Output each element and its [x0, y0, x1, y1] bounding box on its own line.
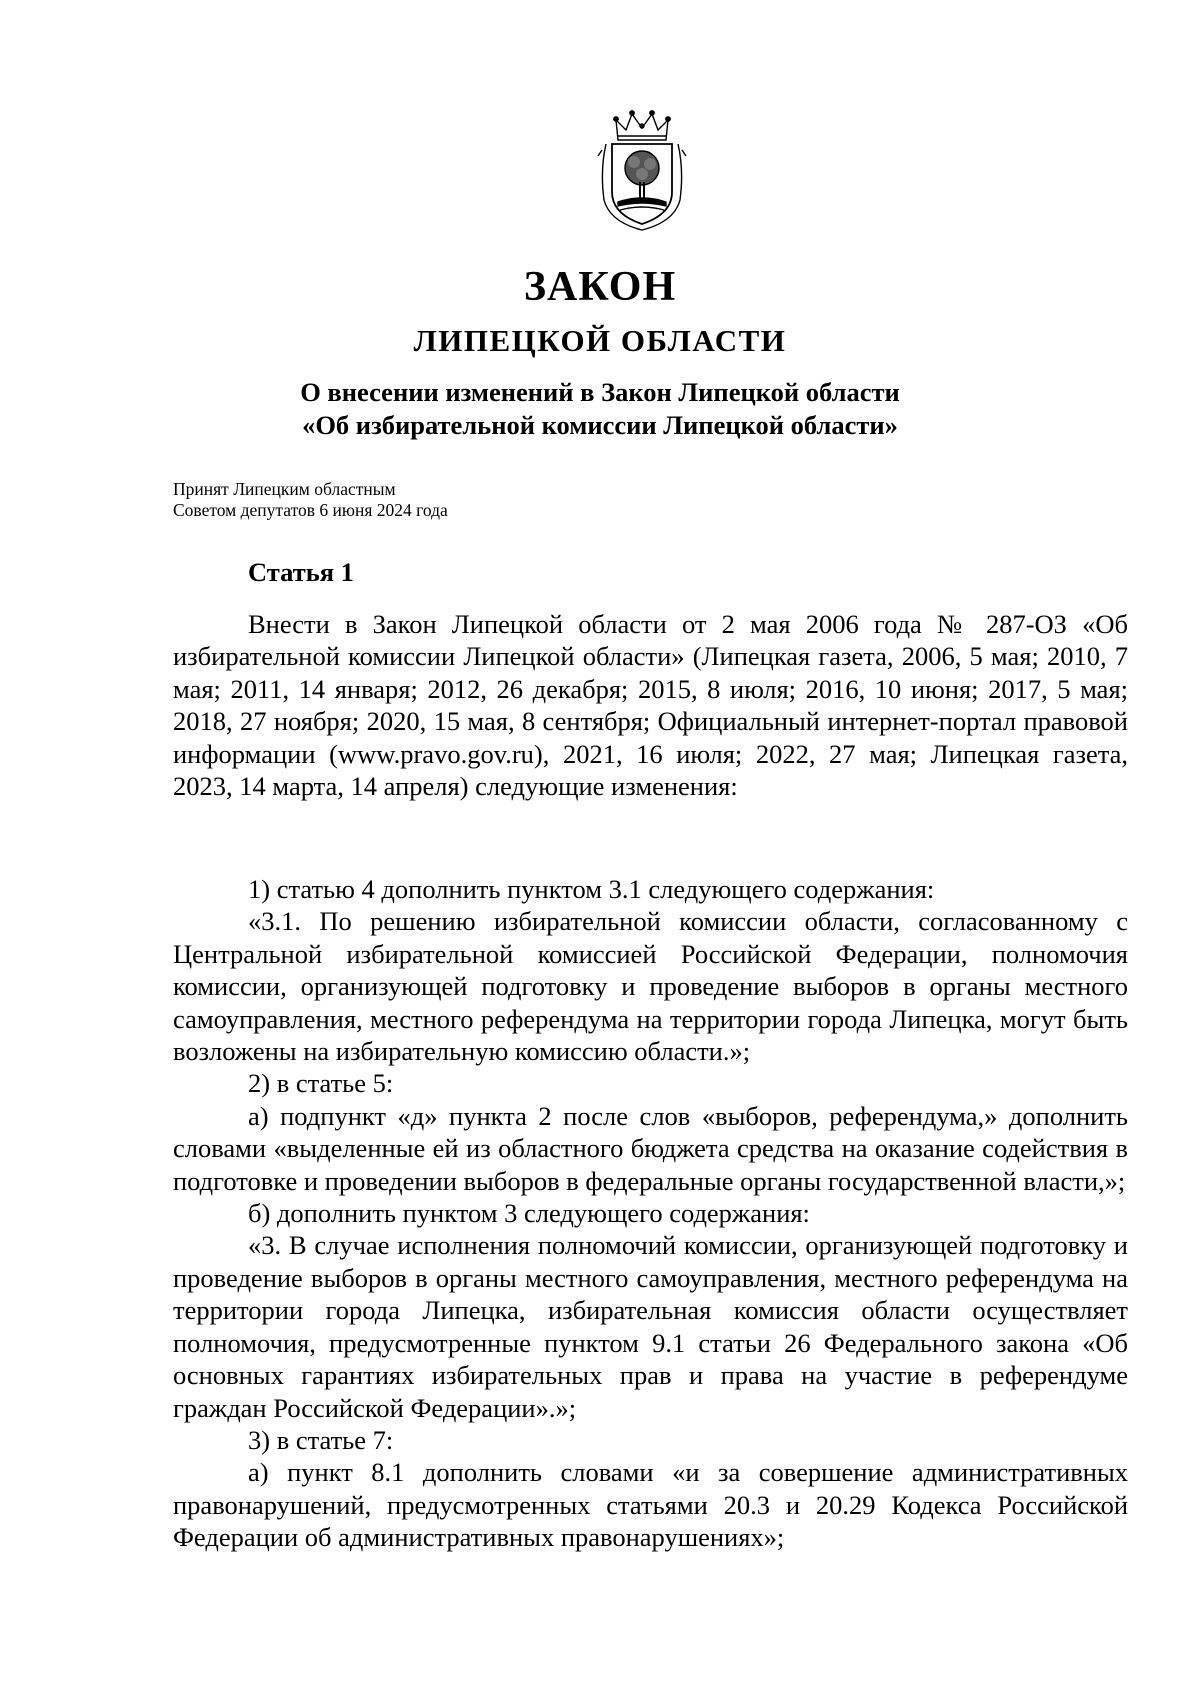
coat-of-arms-icon [596, 110, 688, 232]
subtitle-line-2: «Об избирательной комиссии Липецкой области» [302, 410, 898, 440]
amendment-paragraph: «3. В случае исполнения полномочий комиссии, организующей подготовку и проведение выборов в органы местного самоуправления, местного референдума на территории города Липецка, избирательная комиссия области осуществляет полномочия, предусмотренные пунктом 9.1 статьи 26 Федерального закона «Об основных гарантиях избирательных прав и права на участие в референдуме граждан Российской Федерации».»; [173, 1230, 1128, 1423]
article-amendments [173, 873, 1128, 1554]
coat-of-arms-emblem [596, 110, 688, 232]
amendment-paragraph: «3.1. По решению избирательной комиссии области, согласованному с Центральной избирательной комиссией Российской Федерации, полномочия комиссии, организующей подготовку и проведение выборов в органы местного самоуправления, местного референдума на территории города Липецка, могут быть возложены на избирательную комиссию области.»; [173, 906, 1128, 1067]
adoption-note [173, 479, 448, 521]
intro-paragraph: Внести в Закон Липецкой области от 2 мая 2006 года № 287-ОЗ «Об избирательной комиссии Липецкой области» (Липецкая газета, 2006, 5 мая; 2010, 7 мая; 2011, 14 января; 2012, 26 декабря; 2015, 8 июля; 2016, 10 июня; 2017, 5 мая; 2018, 27 ноября; 2020, 15 мая, 8 сентября; Официальный интернет-портал правовой информации (www.pravo.gov.ru), 2021, 16 июля; 2022, 27 мая; Липецкая газета, 2023, 14 марта, 14 апреля) следующие изменения: [173, 609, 1128, 802]
subtitle-line-1: О внесении изменений в Закон Липецкой области [300, 377, 900, 407]
document-title: ЗАКОН [523, 264, 677, 310]
amendment-paragraph: 1) статью 4 дополнить пунктом 3.1 следующего содержания: [248, 874, 935, 904]
article-title: Статья 1 [248, 557, 354, 587]
amendment-paragraph: а) пункт 8.1 дополнить словами «и за совершение административных правонарушений, предусмотренных статьями 20.3 и 20.29 Кодекса Российской Федерации об административных правонарушениях»; [173, 1457, 1128, 1553]
article-intro [173, 608, 1128, 802]
amendment-paragraph: 3) в статье 7: [248, 1424, 394, 1455]
document-subtitle [0, 376, 1200, 442]
adoption-line-2: Советом депутатов 6 июня 2024 года [173, 500, 448, 520]
adoption-line-1: Принят Липецким областным [173, 479, 396, 499]
amendment-paragraph: 2) в статье 5: [248, 1068, 394, 1099]
document-region: ЛИПЕЦКОЙ ОБЛАСТИ [413, 323, 787, 358]
amendment-paragraph: а) подпункт «д» пункта 2 после слов «выборов, референдума,» дополнить словами «выделенные ей из областного бюджета средства на оказание содействия в подготовке и проведении выборов в федеральные органы государственной власти,»; [173, 1100, 1128, 1196]
amendment-paragraph: б) дополнить пунктом 3 следующего содержания: [248, 1198, 810, 1229]
